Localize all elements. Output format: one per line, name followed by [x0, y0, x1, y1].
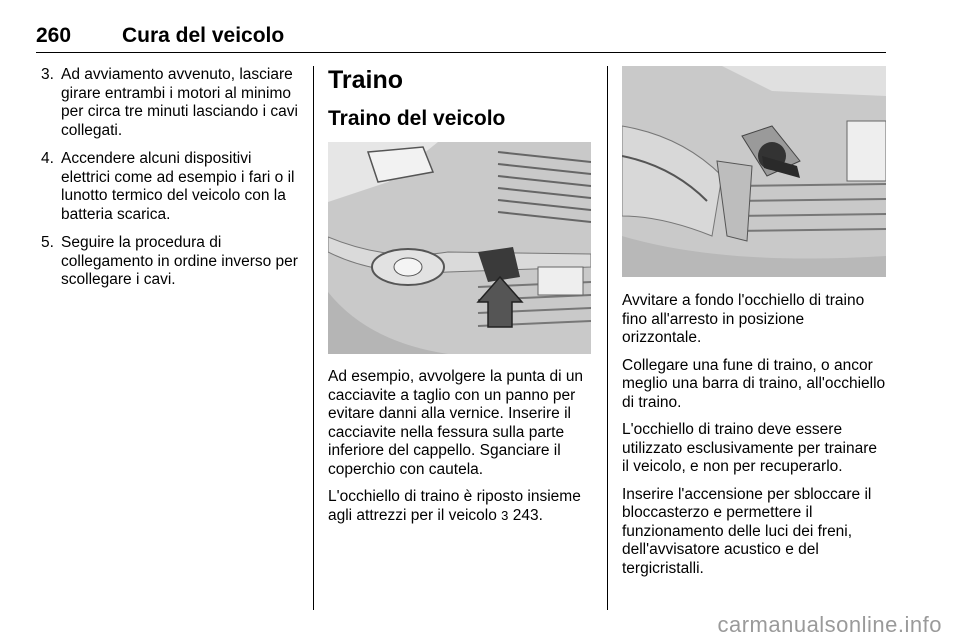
page-number: 260 [36, 24, 72, 47]
instruction-paragraph: L'occhiello di traino è riposto insieme agli attrezzi per il veicolo 3 243. [328, 488, 581, 524]
section-subtitle: Traino del veicolo [328, 107, 506, 130]
column-1 [36, 66, 300, 300]
column-divider-1 [313, 66, 314, 610]
list-item: 5. Seguire la procedura di collegamento in ordine inverso per scollegare i cavi. [41, 234, 298, 288]
instruction-paragraph: Inserire l'accensione per sbloccare il bloccasterzo e permettere il funzionamento delle luci dei freni, dell'avvisatore acustico e del tergicristalli. [622, 485, 872, 577]
column-3 [622, 66, 886, 587]
list-item: 4. Accendere alcuni dispositivi elettrici come ad esempio i fari o il lunotto termico del veicolo con la batteria scarica. [41, 150, 295, 223]
page-reference-icon: 3 [501, 507, 509, 523]
steps-list [36, 66, 300, 290]
page-header [36, 24, 886, 50]
instruction-paragraph: Collegare una fune di traino, o ancor meglio una barra di traino, all'occhiello di traino. [622, 356, 886, 411]
bumper-cover-illustration [328, 142, 591, 354]
chapter-title: Cura del veicolo [122, 24, 285, 47]
watermark: carmanualsonline.info [717, 612, 942, 637]
header-rule [36, 52, 886, 53]
tow-eye-illustration [622, 66, 886, 277]
section-title: Traino [328, 66, 404, 94]
column-divider-2 [607, 66, 608, 610]
column-2 [328, 66, 594, 534]
instruction-paragraph: Avvitare a fondo l'occhiello di traino fino all'arresto in posizione orizzontale. [622, 292, 865, 346]
instruction-paragraph: L'occhiello di traino deve essere utilizzato esclusivamente per trainare il veicolo, e non per recuperarlo. [622, 421, 878, 475]
instruction-paragraph: Ad esempio, avvolgere la punta di un cacciavite a taglio con un panno per evitare danni alla vernice. Inserire il cacciavite nella fessura sulla parte inferiore del cappello. Sganciare il coperchio con cautela. [328, 368, 584, 478]
list-item: 3. Ad avviamento avvenuto, lasciare girare entrambi i motori al minimo per circa tre minuti lasciando i cavi collegati. [41, 66, 298, 139]
